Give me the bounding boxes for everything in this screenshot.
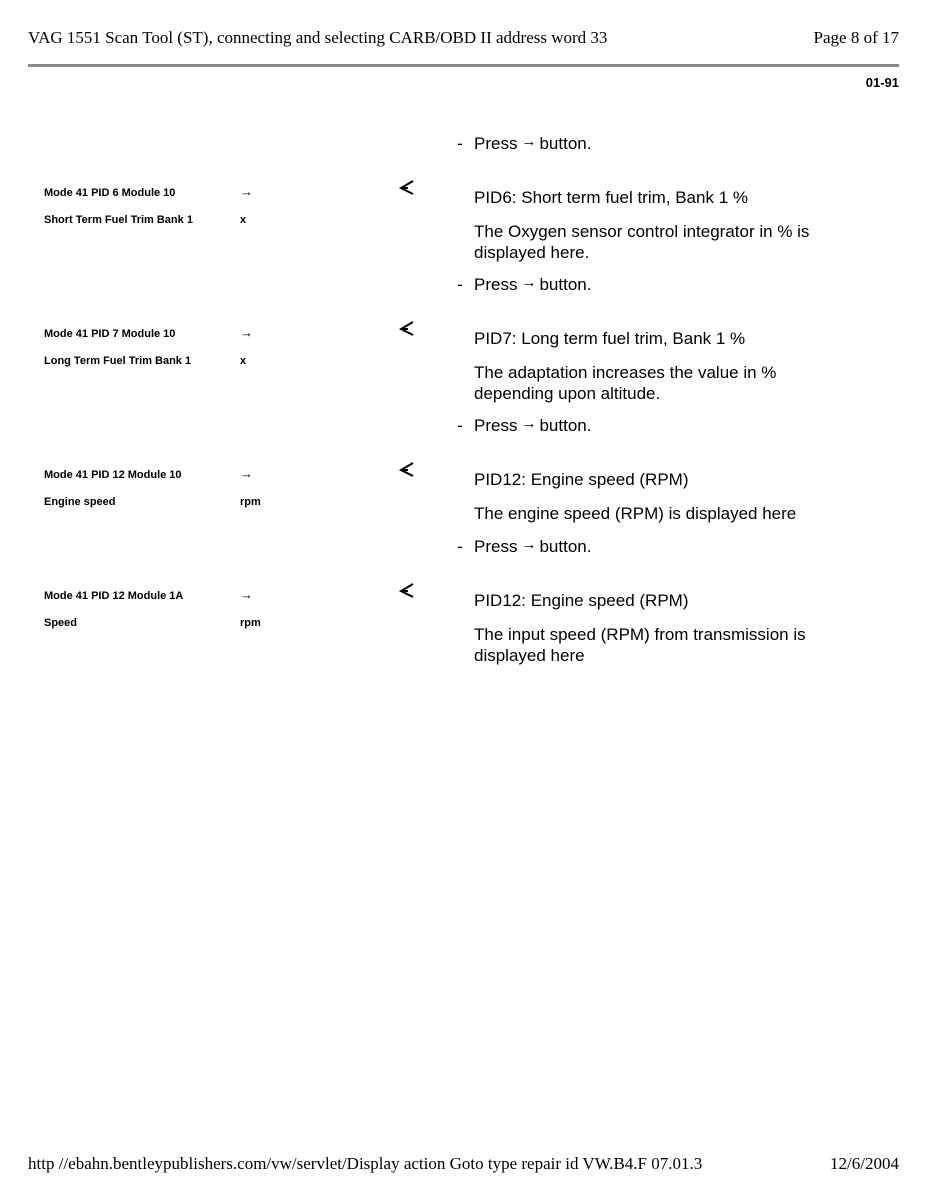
arrow-right-icon: → [521,415,537,432]
document-number: 01-91 [865,75,899,90]
pid-title: PID6: Short term fuel trim, Bank 1 % [474,188,748,207]
step-dash: - [457,275,463,294]
arrow-right-icon: → [521,536,537,553]
press-step [457,416,591,436]
step-dash: - [457,134,463,153]
pid-title: PID12: Engine speed (RPM) [474,591,689,610]
press-text: Press [474,416,518,435]
display-line-1: Mode 41 PID 7 Module 10 [44,328,176,340]
display-unit: x [240,214,247,226]
display-line-1: Mode 41 PID 12 Module 1A [44,590,184,602]
press-text: Press [474,134,518,153]
header-divider [28,64,899,67]
pid-description: The input speed (RPM) from transmission is displayed here [474,625,806,665]
arrow-right-icon: → [240,466,253,481]
footer-date: 12/6/2004 [830,1154,899,1173]
button-text: button. [539,537,592,556]
press-text: Press [474,275,518,294]
display-line-1: Mode 41 PID 12 Module 10 [44,469,182,481]
display-line-2: Speed [44,617,78,629]
pointer-icon [398,461,416,477]
press-step [457,275,591,295]
arrow-right-icon: → [240,325,253,340]
arrow-right-icon: → [240,184,253,199]
display-unit: x [240,355,247,367]
pointer-icon [398,179,416,195]
pid-description: The Oxygen sensor control integrator in % is displayed here. [474,222,810,262]
pid-title: PID12: Engine speed (RPM) [474,470,689,489]
press-text: Press [474,537,518,556]
display-unit: rpm [240,617,261,629]
arrow-right-icon: → [240,587,253,602]
step-dash: - [457,537,463,556]
arrow-right-icon: → [521,133,537,150]
arrow-right-icon: → [521,274,537,291]
page-title: VAG 1551 Scan Tool (ST), connecting and selecting CARB/OBD II address word 33 [28,28,608,47]
pointer-icon [398,320,416,336]
button-text: button. [539,275,592,294]
footer-url: http //ebahn.bentleypublishers.com/vw/servlet/Display action Goto type repair id VW.B4.F 07.01.3 [28,1154,703,1173]
step-dash: - [457,416,463,435]
pointer-icon [398,582,416,598]
button-text: button. [539,134,592,153]
display-line-1: Mode 41 PID 6 Module 10 [44,187,176,199]
press-step [457,134,591,154]
display-line-2: Engine speed [44,496,116,508]
pid-description: The adaptation increases the value in % depending upon altitude. [474,363,777,403]
press-step [457,537,591,557]
pid-description: The engine speed (RPM) is displayed here [474,504,797,523]
page-number: Page 8 of 17 [813,28,899,47]
pid-title: PID7: Long term fuel trim, Bank 1 % [474,329,746,348]
display-unit: rpm [240,496,261,508]
button-text: button. [539,416,592,435]
display-line-2: Short Term Fuel Trim Bank 1 [44,214,193,226]
display-line-2: Long Term Fuel Trim Bank 1 [44,355,192,367]
